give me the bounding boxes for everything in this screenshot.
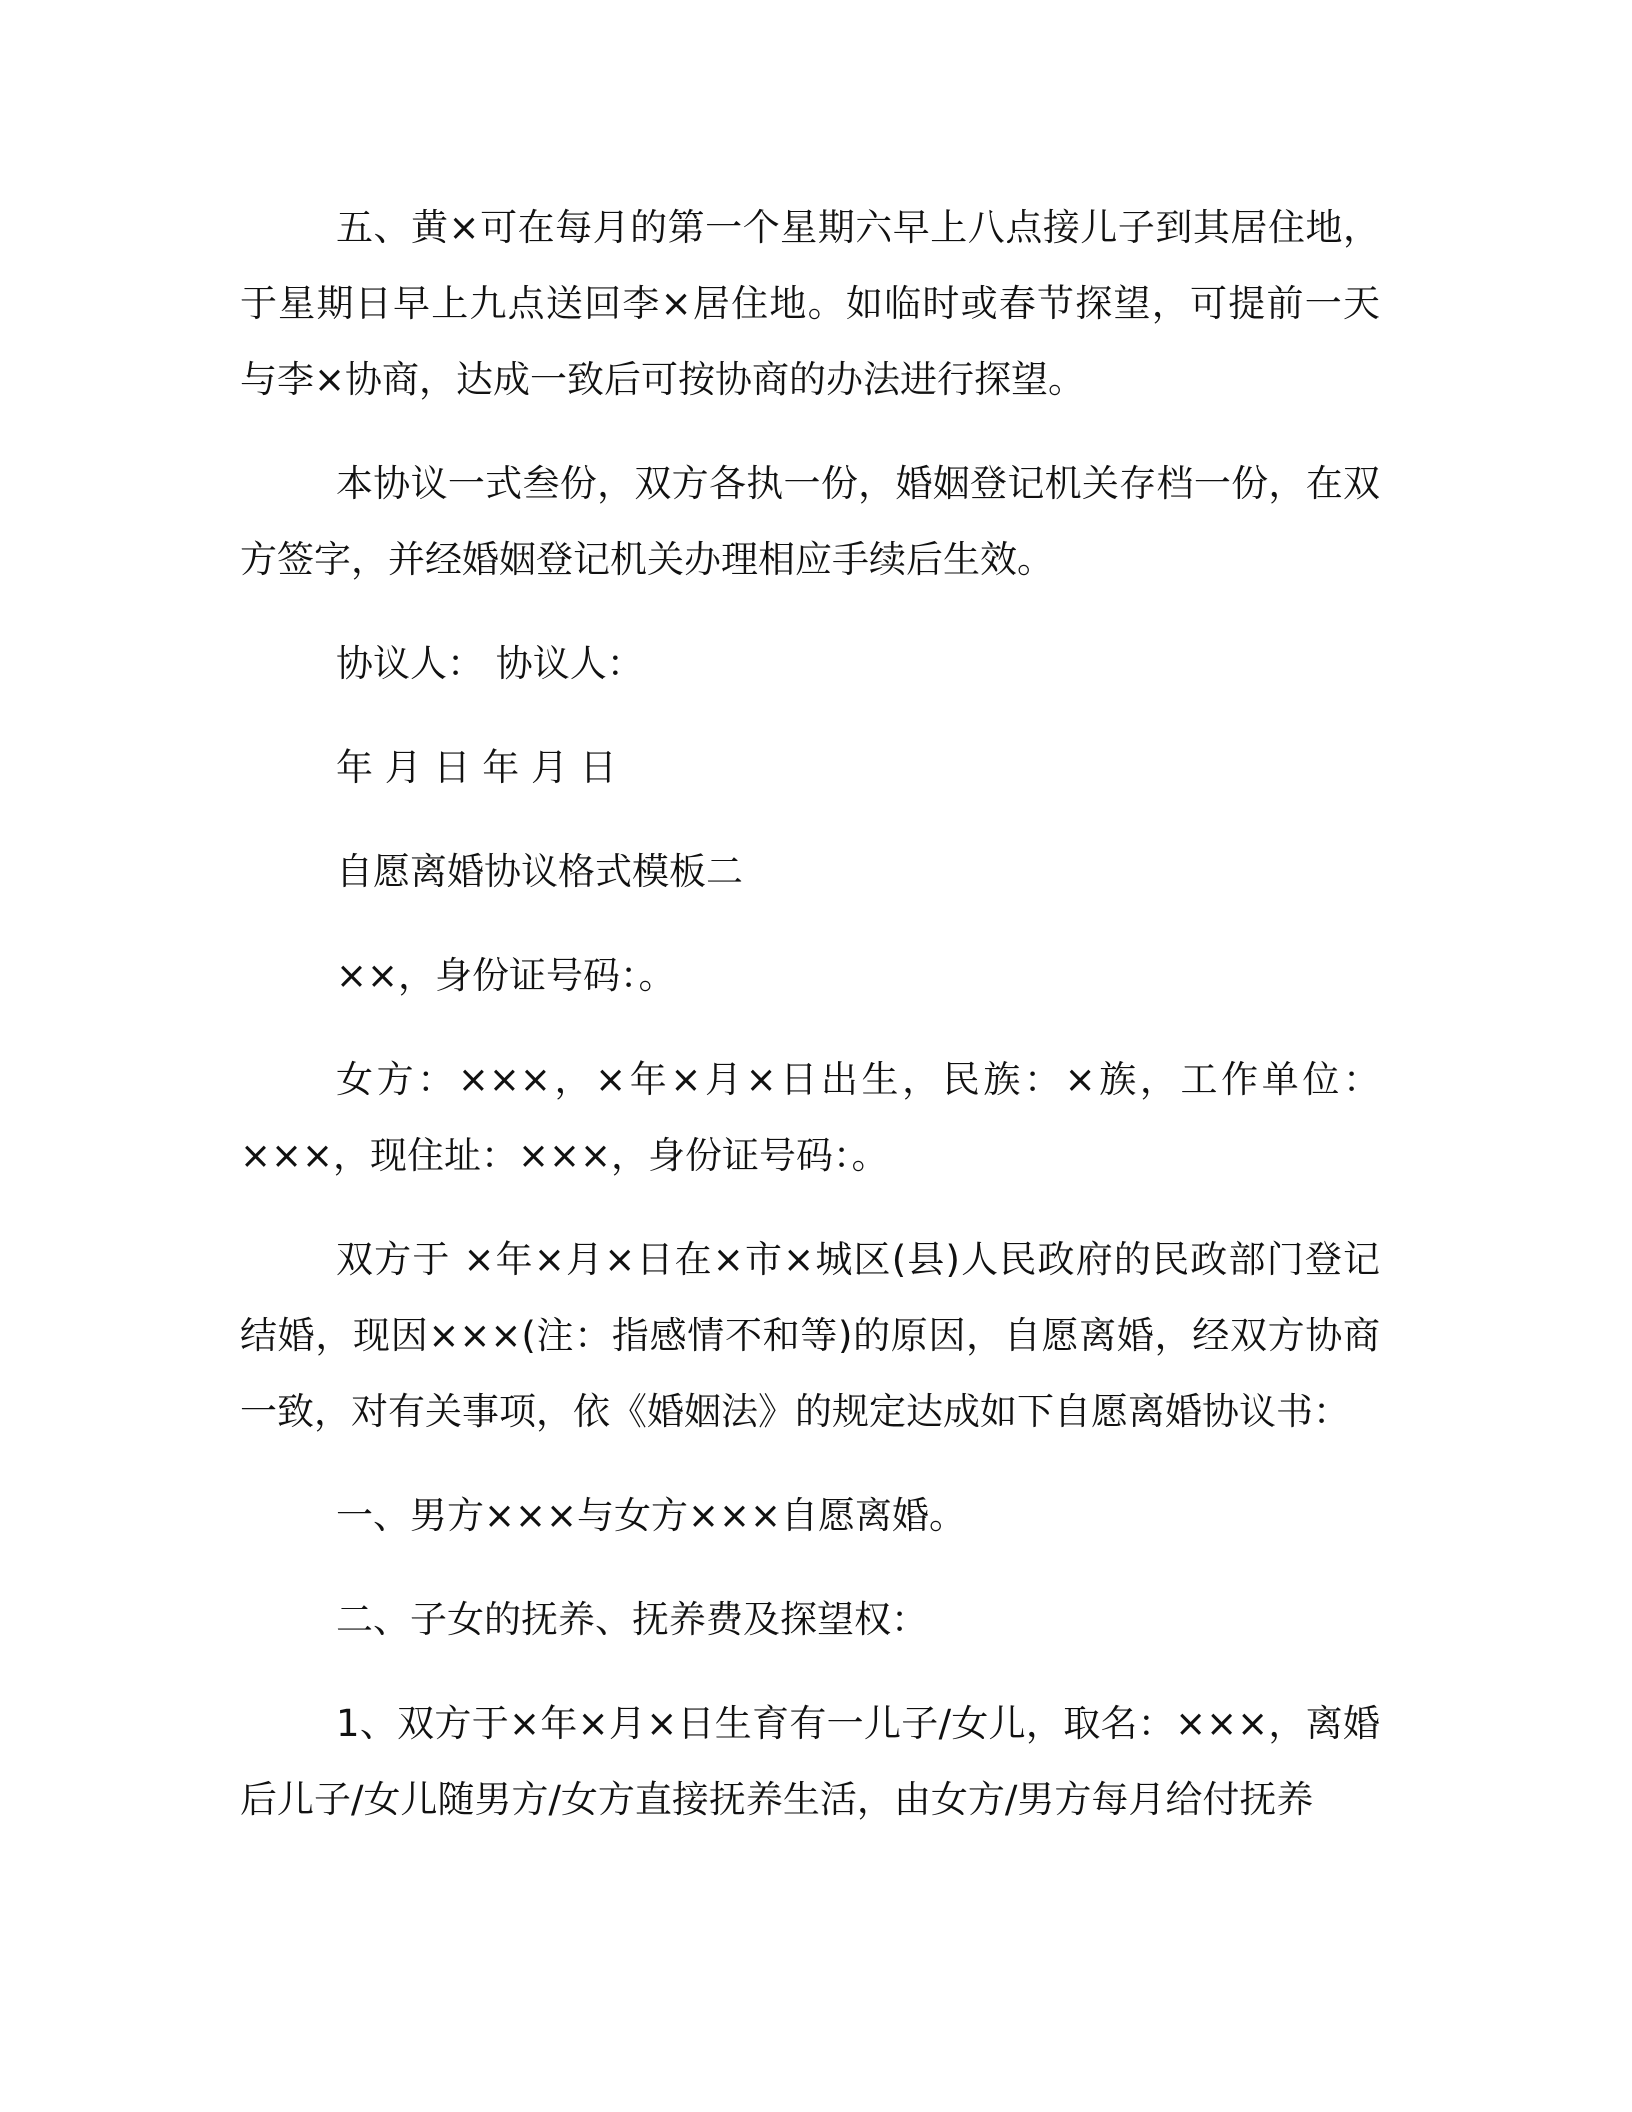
paragraph-dates: 年 月 日 年 月 日 — [336, 746, 617, 789]
document-body — [240, 190, 1380, 1866]
paragraph-child-custody: 1、双方于×年×月×日生育有一儿子/女儿，取名：×××，离婚后儿子/女儿随男方/女方直接抚养生活，由女方/男方每月给付抚养 — [240, 1702, 1380, 1821]
paragraph-visitation-clause: 五、黄×可在每月的第一个星期六早上八点接儿子到其居住地，于星期日早上九点送回李×居住地。如临时或春节探望，可提前一天与李×协商，达成一致后可按协商的办法进行探望。 — [240, 206, 1380, 401]
paragraph-signatories: 协议人： 协议人： — [336, 642, 644, 685]
paragraph-copies-clause: 本协议一式叁份，双方各执一份，婚姻登记机关存档一份，在双方签字，并经婚姻登记机关办理相应手续后生效。 — [240, 462, 1380, 581]
paragraph-female-party: 女方：×××，×年×月×日出生，民族：×族，工作单位：×××，现住址：×××，身份证号码：。 — [240, 1058, 1380, 1177]
paragraph-clause-two-heading: 二、子女的抚养、抚养费及探望权： — [336, 1598, 928, 1641]
paragraph-marriage-background: 双方于 ×年×月×日在×市×城区(县)人民政府的民政部门登记结婚，现因×××(注：指感情不和等)的原因，自愿离婚，经双方协商一致，对有关事项，依《婚姻法》的规定达成如下自愿离婚协议书： — [240, 1238, 1380, 1433]
paragraph-male-party-id: ××，身份证号码：。 — [336, 954, 676, 997]
section-heading-template-two: 自愿离婚协议格式模板二 — [336, 850, 743, 893]
paragraph-clause-one: 一、男方×××与女方×××自愿离婚。 — [336, 1494, 967, 1537]
